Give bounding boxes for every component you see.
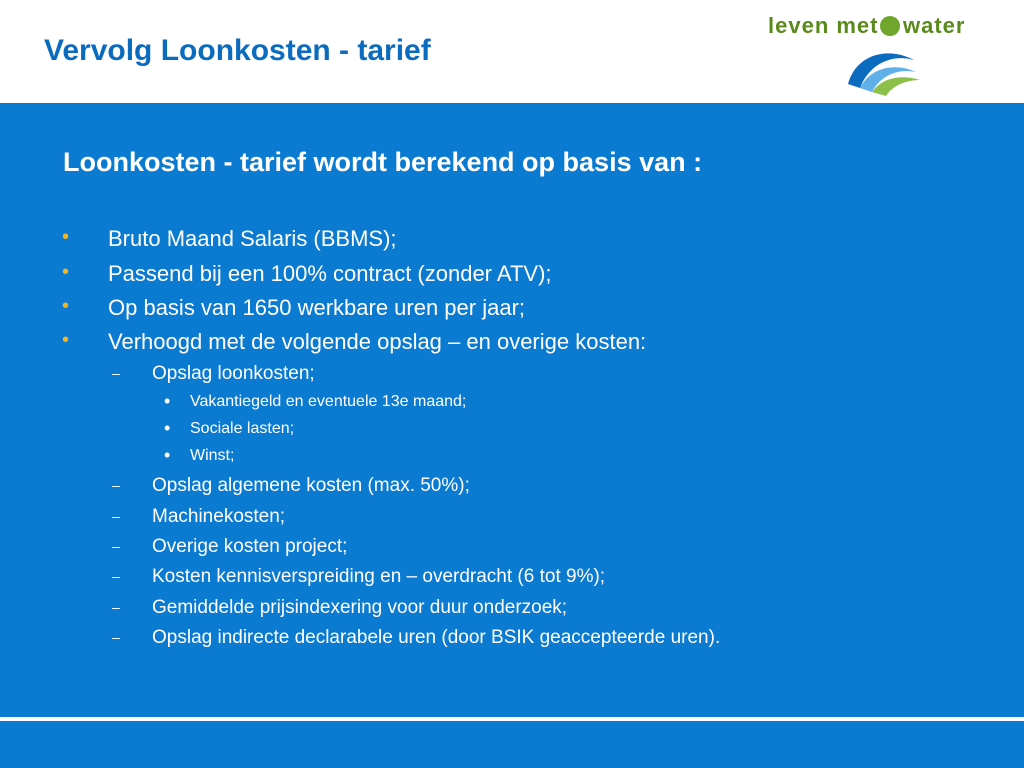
sub-list-item — [112, 363, 315, 385]
list-item — [62, 329, 647, 355]
sub-list-item-text: Opslag indirecte declarabele uren (door BSIK geaccepteerde uren). — [152, 627, 721, 648]
list-item — [62, 295, 526, 321]
sub-sub-list-item-text: Winst; — [190, 447, 235, 464]
sub-sub-list-item — [164, 418, 295, 438]
sub-sub-list-item — [164, 445, 235, 465]
dash-icon: – — [112, 538, 120, 554]
sub-list-item-text: Opslag algemene kosten (max. 50%); — [152, 475, 470, 496]
logo-waves-icon — [842, 32, 932, 97]
sub-sub-list-item-text: Sociale lasten; — [190, 420, 295, 437]
list-item-text: Passend bij een 100% contract (zonder ATV); — [108, 261, 552, 286]
bullet-icon: • — [164, 445, 171, 465]
sub-list-item — [112, 627, 721, 649]
bullet-icon: • — [164, 418, 171, 438]
sub-list-item — [112, 506, 286, 528]
dash-icon: – — [112, 629, 120, 645]
sub-list-item-text: Machinekosten; — [152, 506, 286, 527]
dash-icon: – — [112, 599, 120, 615]
logo-text-leven-met: leven met — [768, 13, 879, 38]
list-item-text: Op basis van 1650 werkbare uren per jaar; — [108, 295, 526, 320]
sub-list-item-text: Kosten kennisverspreiding en – overdracht (6 tot 9%); — [152, 566, 606, 587]
sub-sub-list-item-text: Vakantiegeld en eventuele 13e maand; — [190, 393, 467, 410]
slide-body — [0, 103, 1024, 768]
list-item-text: Verhoogd met de volgende opslag – en overige kosten: — [108, 329, 647, 354]
footer-divider — [0, 717, 1024, 721]
list-item — [62, 261, 552, 287]
bullet-icon: • — [62, 329, 70, 351]
bullet-icon: • — [62, 295, 70, 317]
dash-icon: – — [112, 568, 120, 584]
sub-list-item — [112, 597, 568, 619]
content-heading: Loonkosten - tarief wordt berekend op basis van : — [63, 147, 703, 177]
sub-list-item-text: Gemiddelde prijsindexering voor duur onderzoek; — [152, 597, 568, 618]
bullet-icon: • — [62, 226, 70, 248]
list-item-text: Bruto Maand Salaris (BBMS); — [108, 226, 397, 251]
logo-text-water: water — [903, 13, 966, 38]
sub-list-item-text: Opslag loonkosten; — [152, 363, 315, 384]
bullet-icon: • — [62, 261, 70, 283]
dash-icon: – — [112, 477, 120, 493]
sub-list-item — [112, 475, 470, 497]
sub-sub-list-item — [164, 391, 467, 411]
leven-met-water-logo — [764, 10, 979, 100]
sub-list-item-text: Overige kosten project; — [152, 536, 348, 557]
list-item — [62, 226, 397, 252]
sub-list-item — [112, 566, 606, 588]
slide-header — [0, 0, 1024, 103]
sub-list-item — [112, 536, 348, 558]
dash-icon: – — [112, 508, 120, 524]
bullet-icon: • — [164, 391, 171, 411]
dash-icon: – — [112, 365, 120, 381]
slide-title: Vervolg Loonkosten - tarief — [44, 34, 431, 67]
